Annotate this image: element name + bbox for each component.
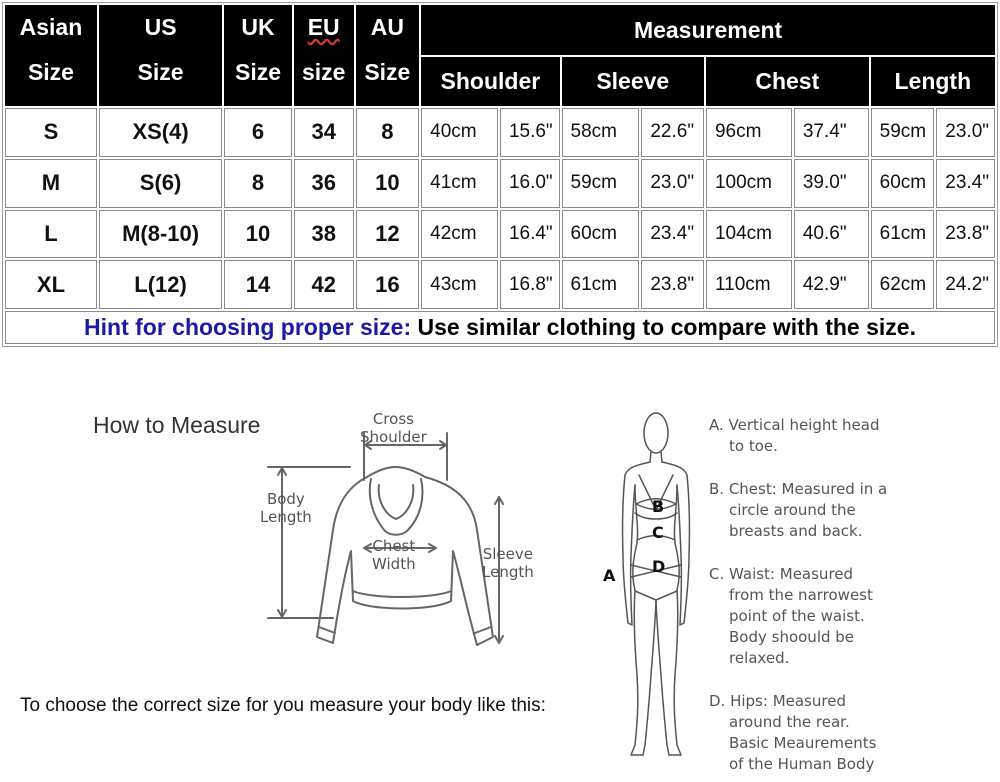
au-size-cell: 16: [356, 260, 420, 309]
header-us-size: US Size: [99, 5, 222, 106]
length-in-cell: 23.8": [936, 210, 995, 259]
length-cm-cell: 60cm: [871, 159, 935, 208]
chest-cm-cell: 110cm: [706, 260, 792, 309]
shoulder-cm-cell: 41cm: [421, 159, 498, 208]
eu-size-cell: 36: [294, 159, 354, 208]
table-row: [5, 108, 995, 157]
sleeve-cm-cell: 58cm: [562, 108, 640, 157]
cross-shoulder-label: Cross Shoulder: [360, 410, 427, 446]
asian-size-cell: L: [5, 210, 97, 259]
us-size-cell: XS(4): [99, 108, 222, 157]
chest-in-cell: 42.9": [794, 260, 869, 309]
size-chart-table: [2, 2, 998, 347]
header-length: Length: [871, 57, 995, 106]
shoulder-cm-cell: 40cm: [421, 108, 498, 157]
uk-size-cell: 6: [224, 108, 292, 157]
sleeve-in-cell: 22.6": [641, 108, 704, 157]
sleeve-cm-cell: 59cm: [562, 159, 640, 208]
chest-cm-cell: 100cm: [706, 159, 792, 208]
chest-in-cell: 37.4": [794, 108, 869, 157]
figure-letter-c: C: [652, 523, 664, 542]
au-size-cell: 12: [356, 210, 420, 259]
header-asian-size: Asian Size: [5, 5, 97, 106]
size-hint: [5, 311, 995, 344]
chest-in-cell: 39.0": [794, 159, 869, 208]
header-measurement: Measurement: [421, 5, 995, 55]
us-size-cell: M(8-10): [99, 210, 222, 259]
figure-letter-a: A: [603, 566, 616, 585]
asian-size-cell: XL: [5, 260, 97, 309]
us-size-cell: S(6): [99, 159, 222, 208]
eu-size-cell: 38: [294, 210, 354, 259]
shoulder-in-cell: 16.8": [500, 260, 560, 309]
sleeve-cm-cell: 60cm: [562, 210, 640, 259]
au-size-cell: 10: [356, 159, 420, 208]
header-sleeve: Sleeve: [562, 57, 704, 106]
sleeve-length-label: Sleeve Length: [482, 545, 534, 581]
table-row: [5, 210, 995, 259]
hint-label: Hint for choosing proper size:: [84, 314, 412, 340]
sleeve-in-cell: 23.4": [641, 210, 704, 259]
asian-size-cell: S: [5, 108, 97, 157]
sleeve-cm-cell: 61cm: [562, 260, 640, 309]
header-au-size: AU Size: [356, 5, 420, 106]
body-length-label: Body Length: [260, 490, 312, 526]
header-chest: Chest: [706, 57, 869, 106]
asian-size-cell: M: [5, 159, 97, 208]
shoulder-cm-cell: 42cm: [421, 210, 498, 259]
length-cm-cell: 62cm: [871, 260, 935, 309]
measure-instruction: To choose the correct size for you measure your body like this:: [20, 695, 546, 716]
length-in-cell: 23.0": [936, 108, 995, 157]
description-b: B. Chest: Measured in a circle around the breasts and back.: [709, 480, 888, 540]
shoulder-cm-cell: 43cm: [421, 260, 498, 309]
length-in-cell: 24.2": [936, 260, 995, 309]
how-to-measure-title: How to Measure: [93, 412, 261, 438]
header-eu-size: EU size: [294, 5, 354, 106]
au-size-cell: 8: [356, 108, 420, 157]
description-d: D. Hips: Measured around the rear. Basic Meaurements of the Human Body: [709, 692, 877, 773]
description-c: C. Waist: Measured from the narrowest point of the waist. Body shoould be relaxed.: [709, 565, 873, 667]
human-body-figure-icon: [595, 405, 705, 775]
shoulder-in-cell: 16.4": [500, 210, 560, 259]
length-cm-cell: 59cm: [871, 108, 935, 157]
shoulder-in-cell: 16.0": [500, 159, 560, 208]
figure-letter-d: D: [652, 557, 666, 576]
uk-size-cell: 10: [224, 210, 292, 259]
table-row: [5, 159, 995, 208]
sleeve-in-cell: 23.8": [641, 260, 704, 309]
header-uk-size: UK Size: [224, 5, 292, 106]
uk-size-cell: 8: [224, 159, 292, 208]
uk-size-cell: 14: [224, 260, 292, 309]
shoulder-in-cell: 15.6": [500, 108, 560, 157]
eu-size-cell: 42: [294, 260, 354, 309]
header-shoulder: Shoulder: [421, 57, 559, 106]
chest-cm-cell: 96cm: [706, 108, 792, 157]
us-size-cell: L(12): [99, 260, 222, 309]
length-in-cell: 23.4": [936, 159, 995, 208]
length-cm-cell: 61cm: [871, 210, 935, 259]
chest-cm-cell: 104cm: [706, 210, 792, 259]
table-row: [5, 260, 995, 309]
chest-width-label: Chest Width: [372, 537, 416, 573]
sleeve-in-cell: 23.0": [641, 159, 704, 208]
hint-text: Use similar clothing to compare with the size.: [411, 314, 916, 340]
eu-size-cell: 34: [294, 108, 354, 157]
chest-in-cell: 40.6": [794, 210, 869, 259]
figure-letter-b: B: [652, 497, 665, 516]
description-a: A. Vertical height head to toe.: [709, 416, 880, 455]
